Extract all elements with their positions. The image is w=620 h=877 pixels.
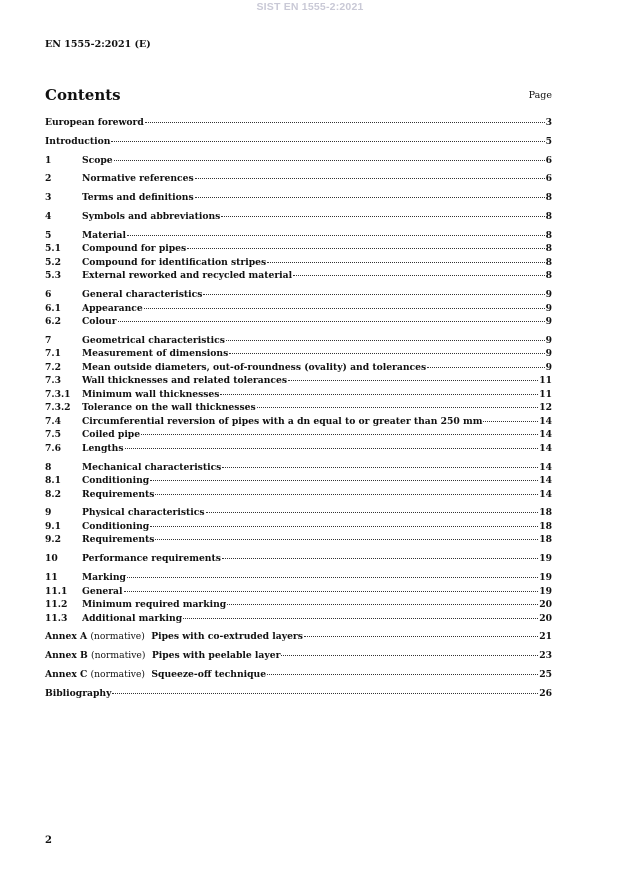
page-number: 14 <box>539 461 552 473</box>
toc-entry-title <box>45 631 303 642</box>
page-number: 19 <box>539 572 552 584</box>
toc-entry[interactable] <box>45 192 552 206</box>
dot-leader <box>125 448 539 449</box>
toc-entry[interactable] <box>45 429 552 443</box>
section-number: 9.2 <box>45 534 61 546</box>
section-number: 11.1 <box>45 585 68 597</box>
page-number: 11 <box>539 375 552 387</box>
page-number: 9 <box>545 316 552 328</box>
toc-entry[interactable] <box>45 402 552 416</box>
toc-entry[interactable] <box>45 155 552 169</box>
toc-group <box>45 669 552 683</box>
page-column-label: Page <box>528 90 552 101</box>
section-number: 2 <box>45 173 52 185</box>
annex-label: Annex B <box>45 650 88 662</box>
toc-entry[interactable] <box>45 507 552 521</box>
toc-entry-title: European foreword <box>45 117 144 128</box>
page-number: 8 <box>545 210 552 222</box>
toc-entry[interactable] <box>45 669 552 683</box>
section-number: 8.1 <box>45 475 61 487</box>
toc-entry-title: Symbols and abbreviations <box>82 210 221 222</box>
section-number: 7.3.1 <box>45 388 71 400</box>
toc-entry-title: Appearance <box>82 302 143 314</box>
dot-leader <box>267 674 538 675</box>
dot-leader <box>267 262 544 263</box>
dot-leader <box>112 693 538 694</box>
section-number: 10 <box>45 553 58 565</box>
dot-leader <box>226 340 545 341</box>
toc-group <box>45 507 552 548</box>
page-number: 9 <box>545 361 552 373</box>
page-number: 14 <box>539 415 552 427</box>
toc-group <box>45 211 552 225</box>
page-number: 8 <box>545 229 552 241</box>
toc-group <box>45 230 552 284</box>
toc-entry-title: Introduction <box>45 135 111 147</box>
page-number: 5 <box>545 135 552 147</box>
section-number: 7.1 <box>45 348 61 360</box>
toc-entry[interactable] <box>45 534 552 548</box>
toc-entry[interactable] <box>45 688 552 702</box>
toc-group <box>45 553 552 567</box>
page-number: 6 <box>545 173 552 185</box>
toc-group <box>45 192 552 206</box>
section-number: 11.2 <box>45 599 68 611</box>
document-id: EN 1555-2:2021 (E) <box>45 39 151 50</box>
toc-group <box>45 117 552 131</box>
annex-title: Pipes with co-extruded layers <box>151 631 303 643</box>
page-number: 14 <box>539 475 552 487</box>
section-number: 6 <box>45 289 52 301</box>
dot-leader <box>183 618 538 619</box>
dot-leader <box>227 604 538 605</box>
annex-label: Annex C <box>45 668 88 680</box>
dot-leader <box>304 636 538 637</box>
page-number: 9 <box>545 334 552 346</box>
toc-entry[interactable] <box>45 230 552 244</box>
toc-entry[interactable] <box>45 375 552 389</box>
section-number: 4 <box>45 210 52 222</box>
section-number: 5 <box>45 229 52 241</box>
toc-entry[interactable] <box>45 475 552 489</box>
dot-leader <box>222 467 538 468</box>
toc-entry-title: Compound for identification stripes <box>82 256 267 268</box>
toc-entry[interactable] <box>45 586 552 600</box>
toc-group <box>45 289 552 330</box>
page-number: 19 <box>539 585 552 597</box>
page-number: 18 <box>539 520 552 532</box>
section-number: 11.3 <box>45 612 68 624</box>
dot-leader <box>141 434 538 435</box>
section-number: 7 <box>45 334 52 346</box>
toc-entry[interactable] <box>45 389 552 403</box>
toc-entry-title: Scope <box>82 154 113 166</box>
toc-entry-title: Conditioning <box>82 520 150 532</box>
toc-entry[interactable] <box>45 316 552 330</box>
dot-leader <box>195 178 545 179</box>
annex-label: Annex A <box>45 631 88 643</box>
toc-group <box>45 335 552 457</box>
toc-entry[interactable] <box>45 348 552 362</box>
toc-entry[interactable] <box>45 117 552 131</box>
toc-entry[interactable] <box>45 416 552 430</box>
page-number: 8 <box>545 270 552 282</box>
toc-entry[interactable] <box>45 335 552 349</box>
toc-entry[interactable] <box>45 613 552 627</box>
section-number: 1 <box>45 154 52 166</box>
dot-leader <box>155 494 538 495</box>
toc-group <box>45 650 552 664</box>
toc-entry-title: Coiled pipe <box>82 429 141 441</box>
page-number: 18 <box>539 534 552 546</box>
section-number: 7.6 <box>45 442 61 454</box>
section-number: 9.1 <box>45 520 61 532</box>
page-number: 6 <box>545 154 552 166</box>
toc-entry[interactable] <box>45 489 552 503</box>
toc-entry[interactable] <box>45 362 552 376</box>
page-number: 8 <box>545 192 552 204</box>
dot-leader <box>483 421 538 422</box>
section-number: 3 <box>45 192 52 204</box>
toc-entry-title: Conditioning <box>82 475 150 487</box>
toc-group <box>45 173 552 187</box>
dot-leader <box>150 480 538 481</box>
section-number: 7.3.2 <box>45 402 71 414</box>
page-number: 12 <box>539 402 552 414</box>
section-number: 8 <box>45 461 52 473</box>
dot-leader <box>221 216 544 217</box>
toc-entry-title: General characteristics <box>82 289 203 301</box>
toc-entry-title: General <box>82 585 123 597</box>
dot-leader <box>229 353 544 354</box>
table-of-contents <box>45 117 552 707</box>
dot-leader <box>257 407 539 408</box>
page-number: 3 <box>545 117 552 128</box>
page-number: 8 <box>545 243 552 255</box>
toc-entry-title: Marking <box>82 572 126 584</box>
toc-entry-title: Tolerance on the wall thicknesses <box>82 402 256 414</box>
toc-group <box>45 688 552 702</box>
dot-leader <box>293 275 545 276</box>
section-number: 7.5 <box>45 429 61 441</box>
dot-leader <box>187 248 544 249</box>
toc-entry[interactable] <box>45 521 552 535</box>
page-number: 9 <box>545 289 552 301</box>
toc-entry[interactable] <box>45 650 552 664</box>
toc-entry-title: Bibliography <box>45 687 112 699</box>
page-number: 23 <box>539 650 552 662</box>
toc-entry-title: Terms and definitions <box>82 192 194 204</box>
page-number: 8 <box>545 256 552 268</box>
toc-entry-title: Circumferential reversion of pipes with a dn equal to or greater than 250 mm <box>82 415 483 427</box>
toc-entry[interactable] <box>45 553 552 567</box>
toc-entry-title <box>45 650 280 661</box>
toc-entry[interactable] <box>45 243 552 257</box>
page-number: 11 <box>539 388 552 400</box>
toc-entry-title: Measurement of dimensions <box>82 348 229 360</box>
dot-leader <box>206 512 539 513</box>
page-number: 14 <box>539 429 552 441</box>
dot-leader <box>203 294 544 295</box>
page-number: 19 <box>539 553 552 565</box>
toc-entry-title: Mean outside diameters, out-of-roundness (ovality) and tolerances <box>82 361 427 373</box>
page-number: 20 <box>539 599 552 611</box>
section-number: 5.1 <box>45 243 61 255</box>
page-number: 14 <box>539 442 552 454</box>
toc-entry-title: Requirements <box>82 534 155 546</box>
dot-leader <box>281 655 538 656</box>
annex-type: (normative) <box>90 631 145 643</box>
watermark: SIST EN 1555-2:2021 <box>256 1 364 13</box>
dot-leader <box>220 394 538 395</box>
toc-entry[interactable] <box>45 462 552 476</box>
toc-entry-title: Minimum wall thicknesses <box>82 388 220 400</box>
page-number: 20 <box>539 612 552 624</box>
section-number: 6.1 <box>45 302 61 314</box>
toc-entry[interactable] <box>45 631 552 645</box>
page-number: 9 <box>545 302 552 314</box>
toc-entry-title: Material <box>82 229 126 241</box>
dot-leader <box>195 197 545 198</box>
toc-entry-title <box>45 669 266 680</box>
page-number: 9 <box>545 348 552 360</box>
section-number: 7.3 <box>45 375 61 387</box>
toc-entry-title: Lengths <box>82 442 124 454</box>
section-number: 7.2 <box>45 361 61 373</box>
section-number: 5.2 <box>45 256 61 268</box>
toc-entry-title: External reworked and recycled material <box>82 270 293 282</box>
toc-entry[interactable] <box>45 443 552 457</box>
toc-entry[interactable] <box>45 572 552 586</box>
dot-leader <box>127 577 538 578</box>
page-number: 26 <box>539 687 552 699</box>
page-number: 25 <box>539 668 552 680</box>
toc-entry-title: Wall thicknesses and related tolerances <box>82 375 287 387</box>
dot-leader <box>111 141 544 142</box>
annex-type: (normative) <box>90 668 145 680</box>
section-number: 7.4 <box>45 415 61 427</box>
dot-leader <box>118 321 545 322</box>
dot-leader <box>114 160 545 161</box>
section-number: 8.2 <box>45 488 61 500</box>
toc-entry[interactable] <box>45 257 552 271</box>
toc-entry[interactable] <box>45 289 552 303</box>
toc-entry[interactable] <box>45 303 552 317</box>
dot-leader <box>150 526 538 527</box>
section-number: 11 <box>45 572 58 584</box>
toc-group <box>45 136 552 150</box>
toc-entry[interactable] <box>45 211 552 225</box>
page-number: 14 <box>539 488 552 500</box>
toc-entry-title: Physical characteristics <box>82 507 205 519</box>
dot-leader <box>144 308 545 309</box>
dot-leader <box>127 235 545 236</box>
toc-entry-title: Requirements <box>82 488 155 500</box>
annex-title: Pipes with peelable layer <box>151 650 281 662</box>
toc-entry-title: Mechanical characteristics <box>82 461 222 473</box>
dot-leader <box>427 367 544 368</box>
section-number: 6.2 <box>45 316 61 328</box>
annex-type: (normative) <box>90 650 146 662</box>
toc-entry[interactable] <box>45 599 552 613</box>
toc-group <box>45 631 552 645</box>
dot-leader <box>288 380 538 381</box>
toc-entry-title: Normative references <box>82 173 194 185</box>
annex-title: Squeeze-off technique <box>151 668 267 680</box>
dot-leader <box>145 122 545 123</box>
toc-entry-title: Performance requirements <box>82 553 221 565</box>
toc-entry-title: Minimum required marking <box>82 599 227 611</box>
toc-group <box>45 572 552 626</box>
page-number: 21 <box>539 631 552 643</box>
toc-entry[interactable] <box>45 270 552 284</box>
page-number: 18 <box>539 507 552 519</box>
toc-entry[interactable] <box>45 173 552 187</box>
toc-entry[interactable] <box>45 136 552 150</box>
toc-group <box>45 462 552 503</box>
toc-group <box>45 155 552 169</box>
section-number: 5.3 <box>45 270 61 282</box>
toc-entry-title: Compound for pipes <box>82 243 187 255</box>
footer-page-number: 2 <box>45 835 52 846</box>
toc-entry-title: Additional marking <box>82 612 183 624</box>
dot-leader <box>155 539 538 540</box>
toc-entry-title: Geometrical characteristics <box>82 334 225 346</box>
dot-leader <box>222 558 538 559</box>
section-number: 9 <box>45 507 52 519</box>
contents-title: Contents <box>45 86 121 104</box>
dot-leader <box>124 591 539 592</box>
toc-entry-title: Colour <box>82 316 117 328</box>
